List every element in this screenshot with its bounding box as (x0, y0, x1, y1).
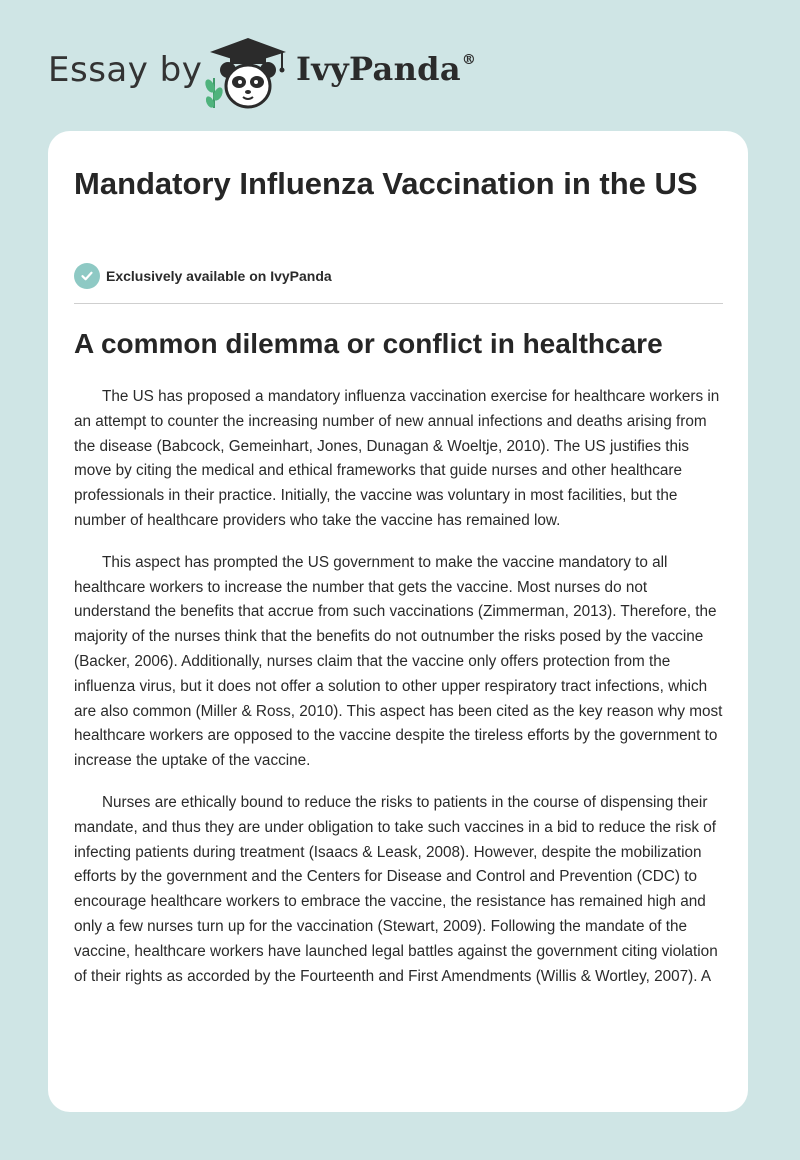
divider (74, 303, 723, 304)
paragraph: Nurses are ethically bound to reduce the risks to patients in the course of dispensing their mandate, and thus they are under obligation to take such vaccines in a bid to reduce the risk of infecting patients during treatment (Isaacs & Leask, 2008). However, despite the mobilization efforts by the government and the Centers for Disease and Control and Prevention (CDC) to encourage healthcare workers to embrace the vaccine, the resistance has remained high and only a few nurses turn up for the vaccination (Stewart, 2009). Following the mandate of the vaccine, healthcare workers have launched legal battles against the government citing violation of their rights as accorded by the Fourteenth and First Amendments (Willis & Wortley, 2007). A (74, 793, 718, 985)
page-title: Mandatory Influenza Vaccination in the US (74, 166, 698, 201)
section-heading: A common dilemma or conflict in healthcare (74, 328, 663, 359)
brand-text: IvyPanda (296, 50, 461, 88)
check-circle-icon (74, 263, 100, 289)
registered-mark: ® (461, 52, 477, 69)
badge-text: Exclusively available on IvyPanda (106, 268, 332, 284)
paragraph: This aspect has prompted the US government to make the vaccine mandatory to all healthcare workers to increase the number that gets the vaccine. Most nurses do not understand the benefits that accrue from such vaccinations (Zimmerman, 2013). Therefore, the majority of the nurses think that the benefits do not outnumber the risks posed by the vaccine (Backer, 2006). Additionally, nurses claim that the vaccine only offers protection from the influenza virus, but it does not offer a solution to other upper respiratory tract infections, which are also common (Miller & Ross, 2010). This aspect has been cited as the key reason why most healthcare workers are opposed to the vaccine despite the tireless efforts by the government to increase the uptake of the vaccine. (74, 553, 723, 770)
brand-name[interactable] (296, 50, 476, 88)
essay-by-label: Essay by (48, 50, 203, 90)
panda-graduate-logo-icon (200, 34, 296, 114)
essay-card (48, 131, 748, 1112)
exclusive-badge (74, 263, 332, 289)
site-header (0, 0, 800, 130)
paragraph: The US has proposed a mandatory influenza vaccination exercise for healthcare workers in an attempt to counter the increasing number of new annual infections and deaths arising from the disease (Babcock, Gemeinhart, Jones, Dunagan & Woeltje, 2010). The US justifies this move by citing the medical and ethical frameworks that guide nurses and other healthcare professionals in their practice. Initially, the vaccine was voluntary in most facilities, but the number of healthcare providers who take the vaccine has remained low. (74, 388, 720, 529)
essay-body (74, 385, 725, 1006)
